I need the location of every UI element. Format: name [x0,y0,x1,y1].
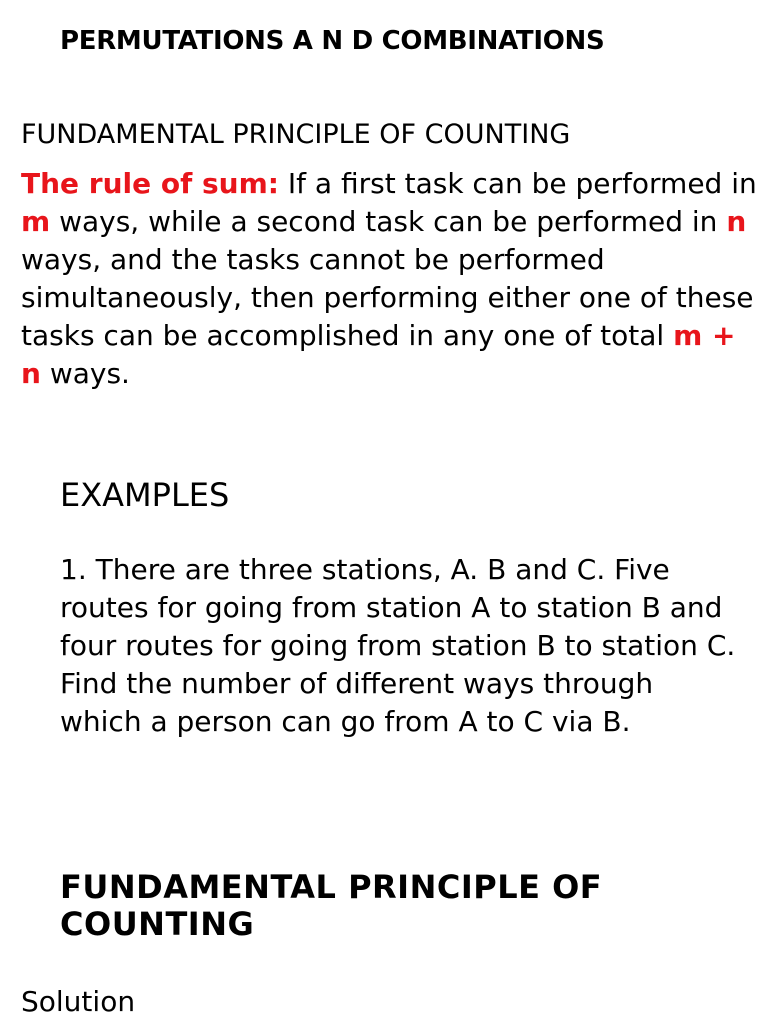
rule-text-1: If a first task can be performed in [279,167,757,200]
rule-text-3: ways, and the tasks cannot be performed simultaneously, then performing either one of these tasks can be accomplished in any one of total [21,243,754,352]
section-heading: FUNDAMENTAL PRINCIPLE OF COUNTING [60,868,603,943]
sum-expression: m + n [21,319,736,390]
variable-n: n [726,205,747,238]
rule-text-4: ways. [40,357,130,390]
rule-of-sum-paragraph [21,165,761,393]
rule-text-2: ways, while a second task can be performed in [50,205,727,238]
examples-heading: EXAMPLES [60,476,230,514]
rule-of-sum-label: The rule of sum: [21,167,279,200]
solution-label: Solution [21,985,136,1018]
subtitle: FUNDAMENTAL PRINCIPLE OF COUNTING [21,119,571,150]
example-item-1: 1. There are three stations, A. B and C. Five routes for going from station A to station B and four routes for going from station B to station C. Find the number of different ways through which a person can go from A to C via B. [60,553,736,738]
page-title: PERMUTATIONS A N D COMBINATIONS [60,26,605,56]
variable-m: m [21,205,51,238]
